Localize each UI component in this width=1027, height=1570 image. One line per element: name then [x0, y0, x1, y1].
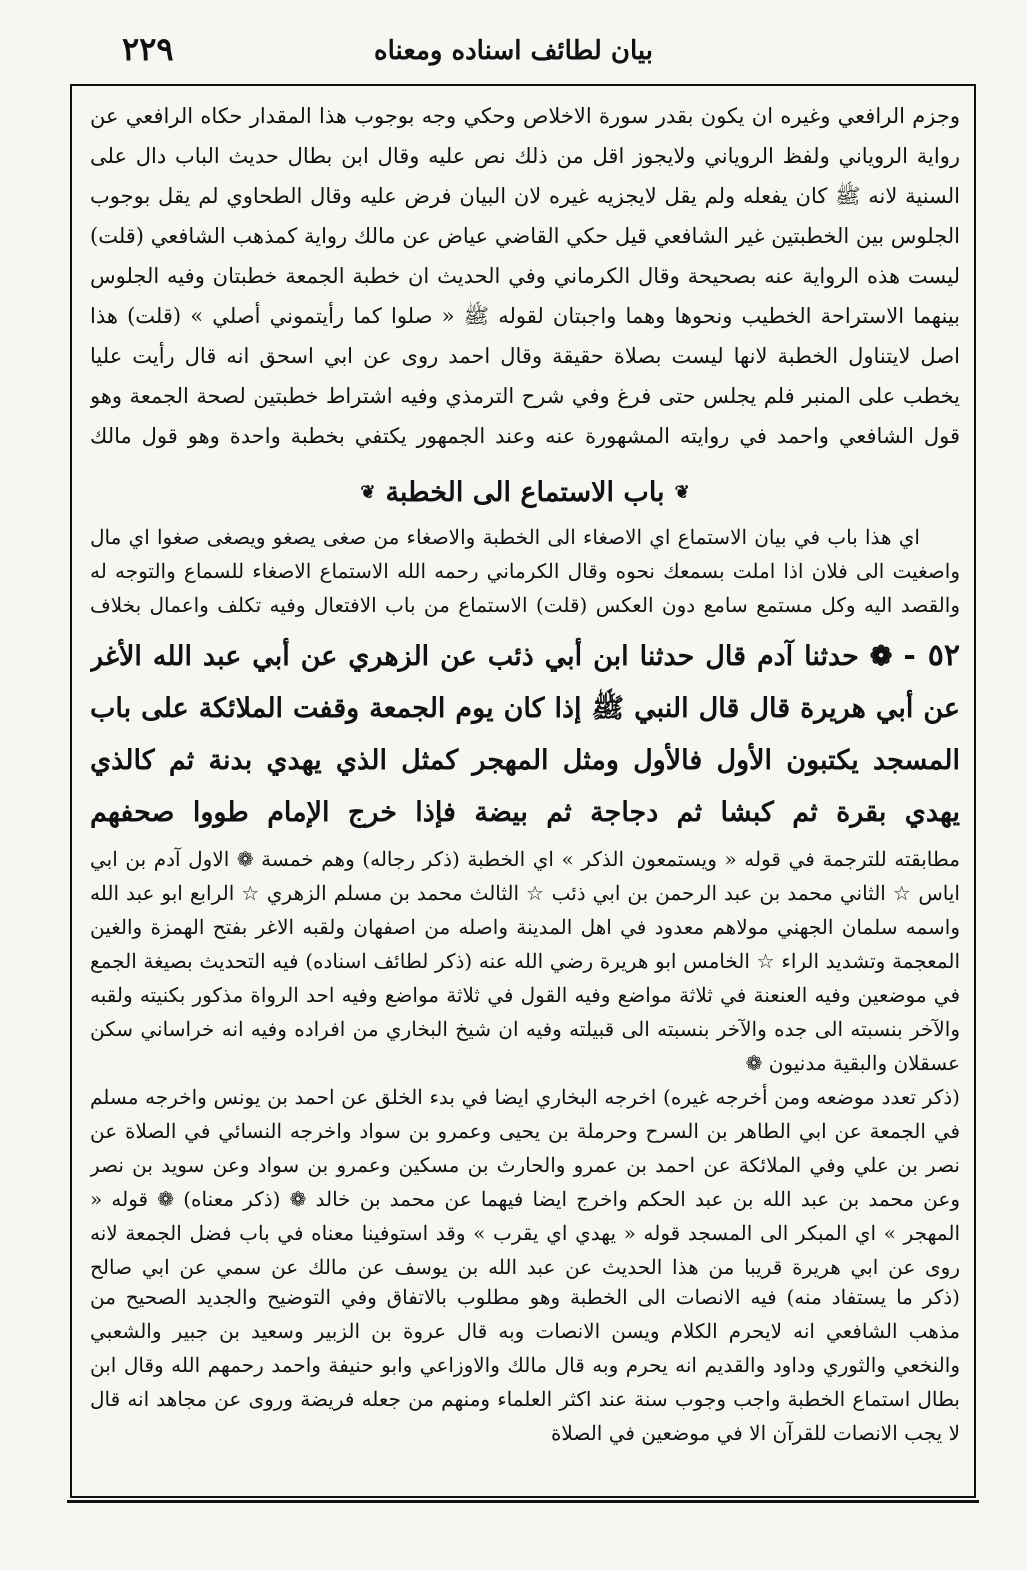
paragraph-benefits: (ذكر ما يستفاد منه) فيه الانصات الى الخطبة وهو مطلوب بالاتفاق وفي التوضيح والجديد الصحيح من مذهب الشافعي انه لايحرم الكلام ويسن الانصات وبه قال عروة بن الزبير وسعيد بن جبير والشعبي والنخعي والثوري وداود والقديم انه يحرم وبه قال مالك والاوزاعي وابو حنيفة واحمد رحمهم الله وقال ابن بطال استماع الخطبة واجب وجوب سنة عند اكثر العلماء ومنهم من جعله فريضة وروى عن مجاهد انه قال لا يجب الانصات للقرآن الا في موضعين في الصلاة	[90, 1285, 960, 1445]
ornament-icon: ❦	[674, 481, 690, 503]
hadith-number: ٥٢ -	[903, 638, 960, 673]
paragraph-sources: (ذكر تعدد موضعه ومن أخرجه غيره) اخرجه البخاري ايضا في بدء الخلق عن احمد بن يونس واخرجه مسلم في الجمعة عن ابي الطاهر بن السرح وحرملة بن يحيى وعمرو بن سواد واخرجه النسائي في الصلاة عن نصر بن علي وفي الملائكة عن احمد بن عمرو والحارث بن مسكين وعمرو بن سواد وعن سويد بن نصر وعن محمد بن عبد الله بن عبد الحكم واخرج ايضا فيهما عن محمد بن خالد ❁ (ذكر معناه) ❁ قوله « المهجر » اي المبكر الى المسجد قوله « يهدي اي يقرب » وقد استوفينا معناه في باب فضل الجمعة لانه روى عن ابي هريرة قريبا من هذا الحديث عن عبد الله بن يوسف عن مالك عن سمي عن ابي صالح	[90, 1085, 960, 1279]
page-header	[40, 30, 987, 86]
hadith-text: ❁ حدثنا آدم قال حدثنا ابن أبي ذئب عن الزهري عن أبي عبد الله الأغر عن أبي هريرة قال قال النبي ﷺ إذا كان يوم الجمعة وقفت الملائكة على باب المسجد يكتبون الأول فالأول ومثل المهجر كمثل الذي يهدي بدنة ثم كالذي يهدي بقرة ثم كبشا ثم دجاجة ثم بيضة فإذا خرج الإمام طووا صحفهم	[90, 641, 960, 828]
running-title: بيان لطائف اسناده ومعناه	[374, 36, 653, 66]
page-number: ٢٢٩	[122, 30, 174, 68]
paragraph-khutba-sitting: وجزم الرافعي وغيره ان يكون بقدر سورة الاخلاص وحكي وجه بوجوب هذا المقدار حكاه الرافعي عن رواية الروياني ولفظ الروياني ولايجوز اقل من ذلك نص عليه وقال ابن بطال حديث الباب دال على السنية لانه ﷺ كان يفعله ولم يقل لايجزيه غيره لان البيان فرض عليه وقال الطحاوي لم يقل بوجوب الجلوس بين الخطبتين غير الشافعي قيل حكي القاضي عياض عن مالك رواية كمذهب الشافعي (قلت) ليست هذه الرواية عنه بصحيحة وقال الكرماني وفي الحديث ان خطبة الجمعة خطبتان وفيه الجلوس بينهما الاستراحة الخطيب ونحوها وهما واجبتان لقوله ﷺ « صلوا كما رأيتموني أصلي » (قلت) هذا اصل لايتناول الخطبة لانها ليست بصلاة حقيقة وقال احمد روى عن ابي اسحق انه قال رأيت عليا يخطب على المنبر فلم يجلس حتى فرغ وفي شرح الترمذي وفيه اشتراط خطبتين لصحة الجمعة وهو قول الشافعي واحمد في روايته المشهورة عنه وعند الجمهور يكتفي بخطبة واحدة وهو قول مالك	[90, 104, 960, 448]
ornament-icon: ❦	[360, 481, 376, 503]
paragraph-chapter-explanation: اي هذا باب في بيان الاستماع اي الاصغاء الى الخطبة والاصغاء من صغى يصغو ويصغى صغوا اي مال واصغيت الى فلان اذا املت بسمعك نحوه وقال الكرماني رحمه الله الاستماع الاصغاء للسماع والتوجه له والقصد اليه وكل مستمع سامع دون العكس (قلت) الاستماع من باب الافتعال وفيه تكلف واعمال بخلاف	[90, 525, 960, 617]
chapter-heading	[90, 464, 960, 520]
paragraph-narrators: مطابقته للترجمة في قوله « ويستمعون الذكر » اي الخطبة (ذكر رجاله) وهم خمسة ❁ الاول آدم بن ابي اياس ☆ الثاني محمد بن عبد الرحمن بن ابي ذئب ☆ الثالث محمد بن مسلم الزهري ☆ الرابع ابو عبد الله واسمه سلمان الجهني مولاهم معدود في اهل المدينة واصله من اصفهان ولقبه الاغر بفتح الهمزة والغين المعجمة وتشديد الراء ☆ الخامس ابو هريرة رضي الله عنه (ذكر لطائف اسناده) فيه التحديث بصيغة الجمع في موضعين وفيه العنعنة في ثلاثة مواضع وفيه القول في ثلاثة مواضع وفيه احد الرواة مذكور بكنيته ولقبه والآخر بنسبته الى جده والآخر بنسبته الى قبيلته وفيه ان شيخ البخاري من افراده وفيه انه خراساني سكن عسقلان والبقية مدنيون ❁	[90, 847, 960, 1075]
page-frame	[70, 84, 976, 1498]
chapter-title: باب الاستماع الى الخطبة	[385, 476, 665, 508]
hadith-block	[90, 630, 960, 842]
page-body	[90, 96, 960, 1488]
